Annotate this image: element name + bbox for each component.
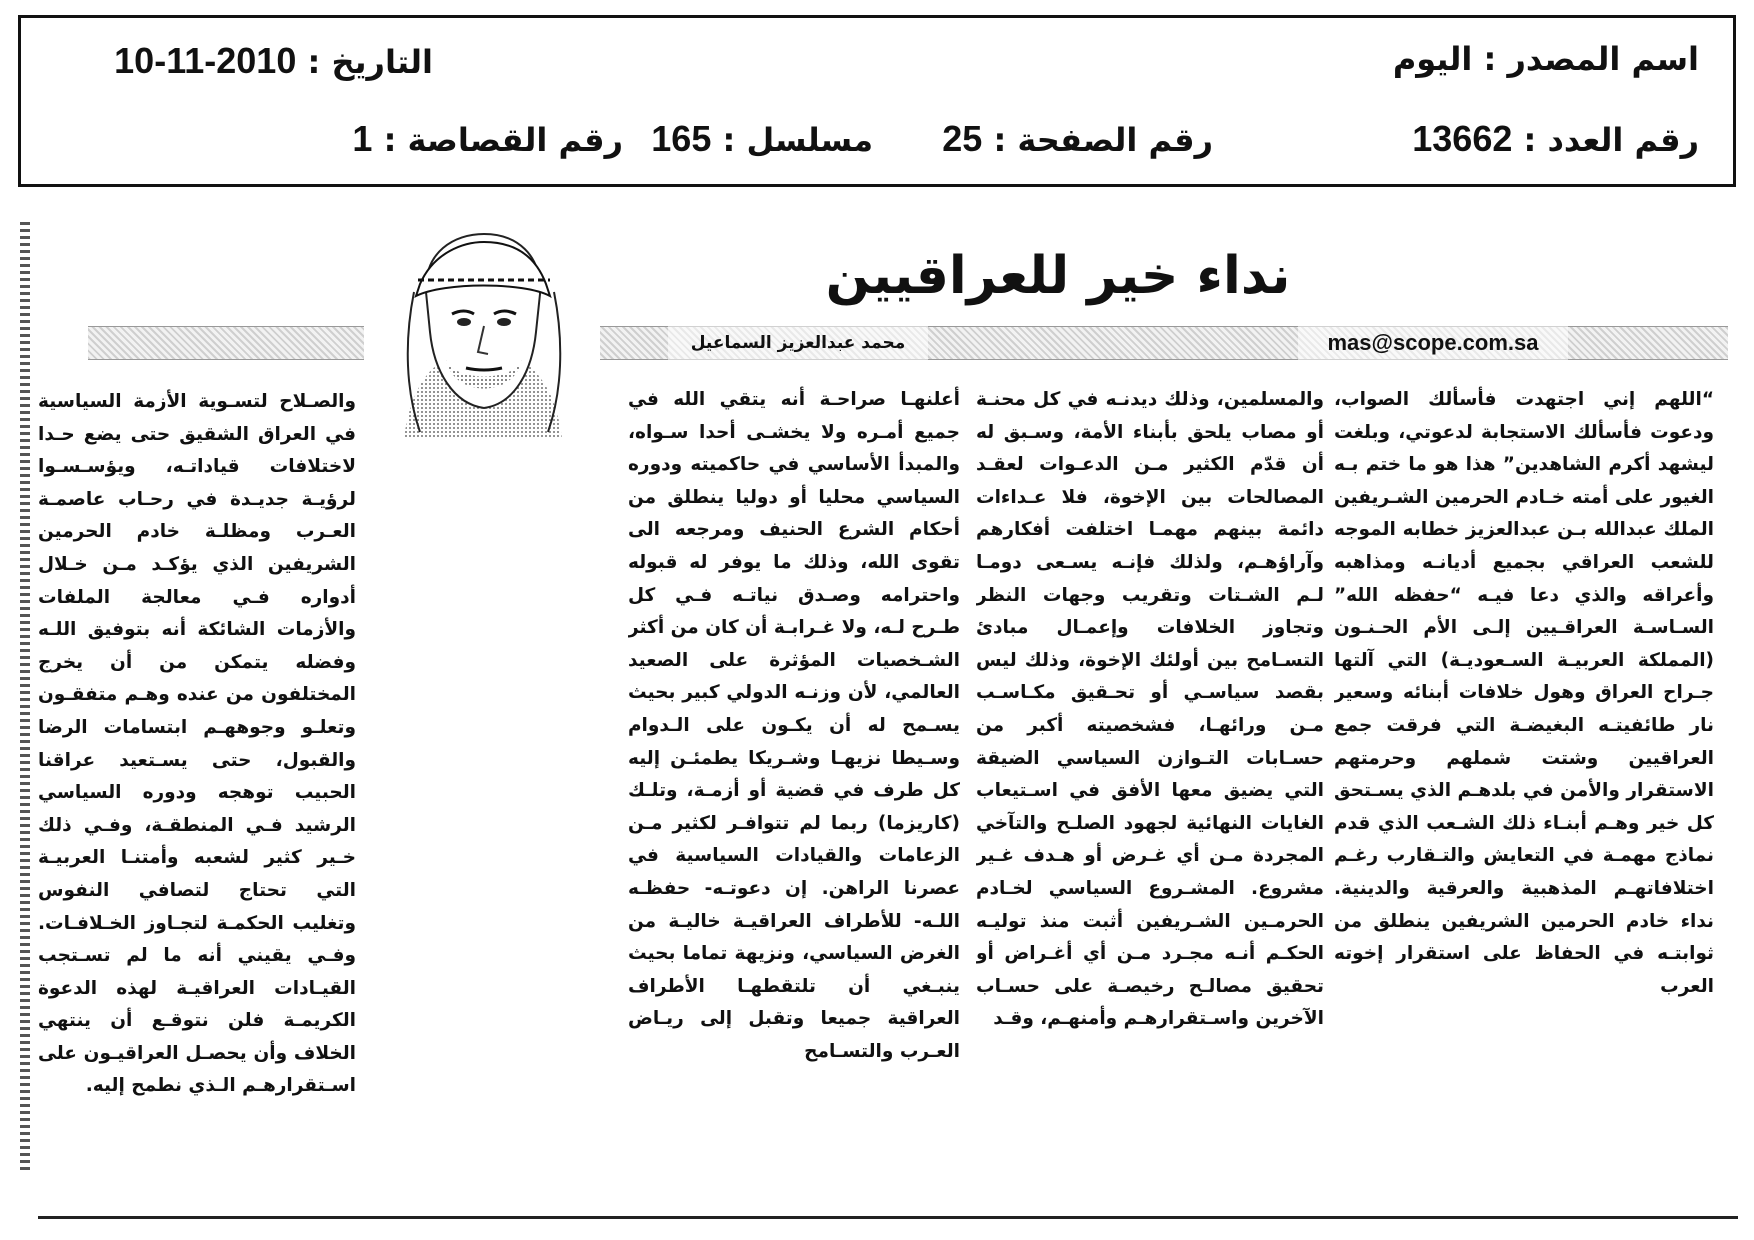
article-column-2 [976,384,1324,1214]
column-2-text: والمسلمين، وذلك ديدنـه في كل محنـة أو مصاب يلحق بأبناء الأمة، وسـبق له أن قدّم الكثير مـن الدعـوات لعقـد المصالحات بين الإخوة، فلا عـداءات دائمة بينهم مهمـا اختلفت أفكارهم وآراؤهـم، ولذلك فإنـه يسـعى دومـا لـم الشـتات وتقريب وجهات النظر وتجاوز الخلافات وإعمـال مبادئ التسـامح بين أولئك الإخوة، وذلك ليس بقصد سياسـي أو تحـقيق مكـاسـب مـن ورائهـا، فشخصيته أكبر من حسـابات التـوازن السياسي الضيقة التي يضيق معها الأفق في اسـتيعاب الغايات النهائية لجهود الصلـح والتآخي المجردة مـن أي غـرض أو هـدف غـير مشروع. المشـروع السياسي لخـادم الحرمـين الشـريفين أثبت منذ توليـه الحكـم أنـه مجـرد مـن أي أغـراض أو تحقيق مصالـح رخيصـة على حسـاب الآخرين واسـتقرارهـم وأمنهـم، وقـد [976,389,1324,1030]
article-column-3 [628,384,960,1214]
source-label: اسم المصدر : [1483,40,1699,78]
serial-label: مسلسل : [722,121,873,159]
author-photo [364,222,600,438]
newspaper-article [38,208,1734,1228]
article-column-4 [38,386,356,1216]
source-field [1393,40,1699,78]
issue-label: رقم العدد : [1523,121,1699,159]
date-field [114,40,433,82]
source-value: اليوم [1392,40,1473,78]
column-4-text: والصـلاح لتسـوية الأزمة السياسية في العراق الشقيق حتى يضع حـدا لاختلافات قياداتـه، ويؤسـسـوا لرؤيـة جديـدة في رحـاب عاصمـة العـرب ومظلـة خادم الحرمين الشريفين الذي يؤكـد مـن خـلال أدواره فـي معالجة الملفات والأزمات الشائكة أنه بتوفيق اللـه وفضله يتمكن من أن يخرج المختلفون من عنده وهـم متفقـون وتعلـو وجوههـم ابتسامات الرضا والقبول، حتى يسـتعيد عراقنا الحبيب توهجه ودوره السياسي الرشيد فـي المنطقـة، وفـي ذلك خـير كثير لشعبه وأمتنـا العربيـة التي تحتاج لتصافي النفوس وتغليب الحكمـة لتجـاوز الخـلافـات. وفـي يقيني أنه ما لم تسـتجب القيـادات العراقيـة لهذه الدعوة الكريمـة فلن نتوقـع أن ينتهي الخلاف وأن يحصـل العراقيـون على اسـتقرارهـم الـذي نطمح إليه. [38,391,356,1097]
serial-value: 165 [651,118,712,159]
metadata-row-bottom [21,118,1733,170]
issue-field [1412,118,1699,160]
date-value: 2010-11-10 [114,40,297,81]
metadata-row-top [21,40,1733,92]
issue-value: 13662 [1412,118,1513,159]
article-title: نداء خير للعراقيين [825,246,1291,306]
clip-number-field [352,118,623,160]
author-email: mas@scope.com.sa [1298,326,1568,360]
column-1-text: “اللهم إني اجتهدت فأسألك الصواب، ودعوت فأسألك الاستجابة لدعوتي، وبلغت ليشهد أكرم الشاهدين” هذا هو ما ختم بـه الغيور على أمته خـادم الحرمين الشـريفين الملك عبدالله بـن عبدالعزيز خطابه الموجه للشعب العراقي بجميع أديانـه ومذاهبه وأعراقه والذي دعا فيـه “حفظه الله” السـاسـة العراقـيين إلـى الأم الحـنـون (المملكة العربيـة السـعوديـة) التي آلتها جـراح العراق وهول خلافات أبنائه وسعير نار طائفيتـه البغيضـة التي فرقت جمع العراقيين وشتت شملهم وحرمتهم الاستقرار والأمن في بلدهـم الذي يسـتحق كل خير وهـم أبنـاء ذلك الشـعب الذي قدم نماذج مهمـة في التعايش والتـقارب رغـم اختلافاتهـم المذهبية والعرقية والدينية. نداء خادم الحرمين الشريفين ينطلق من ثوابتـه في الحفاظ على استقرار إخوته العرب [1334,389,1714,997]
serial-field [651,118,873,160]
column-3-text: أعلنهـا صراحـة أنه يتقي الله في جميع أمـره ولا يخشـى أحدا سـواه، والمبدأ الأساسي في حاكميته ودوره السياسي محليا أو دوليا ينطلق من أحكام الشرع الحنيف ومرجعه الى تقوى الله، وذلك ما يوفر له قبوله واحترامه وصـدق نياتـه فـي كل طـرح لـه، ولا غـرابـة أن كان من أكثر الشـخصيات المؤثرة على الصعيد العالمي، لأن وزنـه الدولي كبير بحيث يسـمح له أن يكـون على الـدوام وسـيطا نزيهـا وشـريكا يطمئـن إليه كل طرف في قضية أو أزمـة، وتلـك (كاريزما) ربما لم تتوافـر لكثير مـن الزعامات والقيادات السياسية في عصرنا الراهن. إن دعوتـه- حفظـه اللـه- للأطراف العراقيـة خاليـة من الغرض السياسي، ونزيهة تماما بحيث ينبـغي أن تلتقطهـا الأطراف العراقية جميعا وتقبل إلى ريـاض العـرب والتسـامح [628,389,960,1062]
bottom-rule [38,1216,1738,1219]
page-value: 25 [942,118,983,159]
page-label: رقم الصفحة : [993,121,1213,159]
clipping-metadata-box [18,15,1736,187]
scan-edge-marks [20,222,30,1172]
page-field [942,118,1213,160]
clip-number-label: رقم القصاصة : [383,121,623,159]
clip-number-value: 1 [352,118,373,159]
author-name: محمد عبدالعزيز السماعيل [668,326,928,360]
article-column-1 [1334,384,1714,1214]
date-label: التاريخ : [307,43,433,81]
